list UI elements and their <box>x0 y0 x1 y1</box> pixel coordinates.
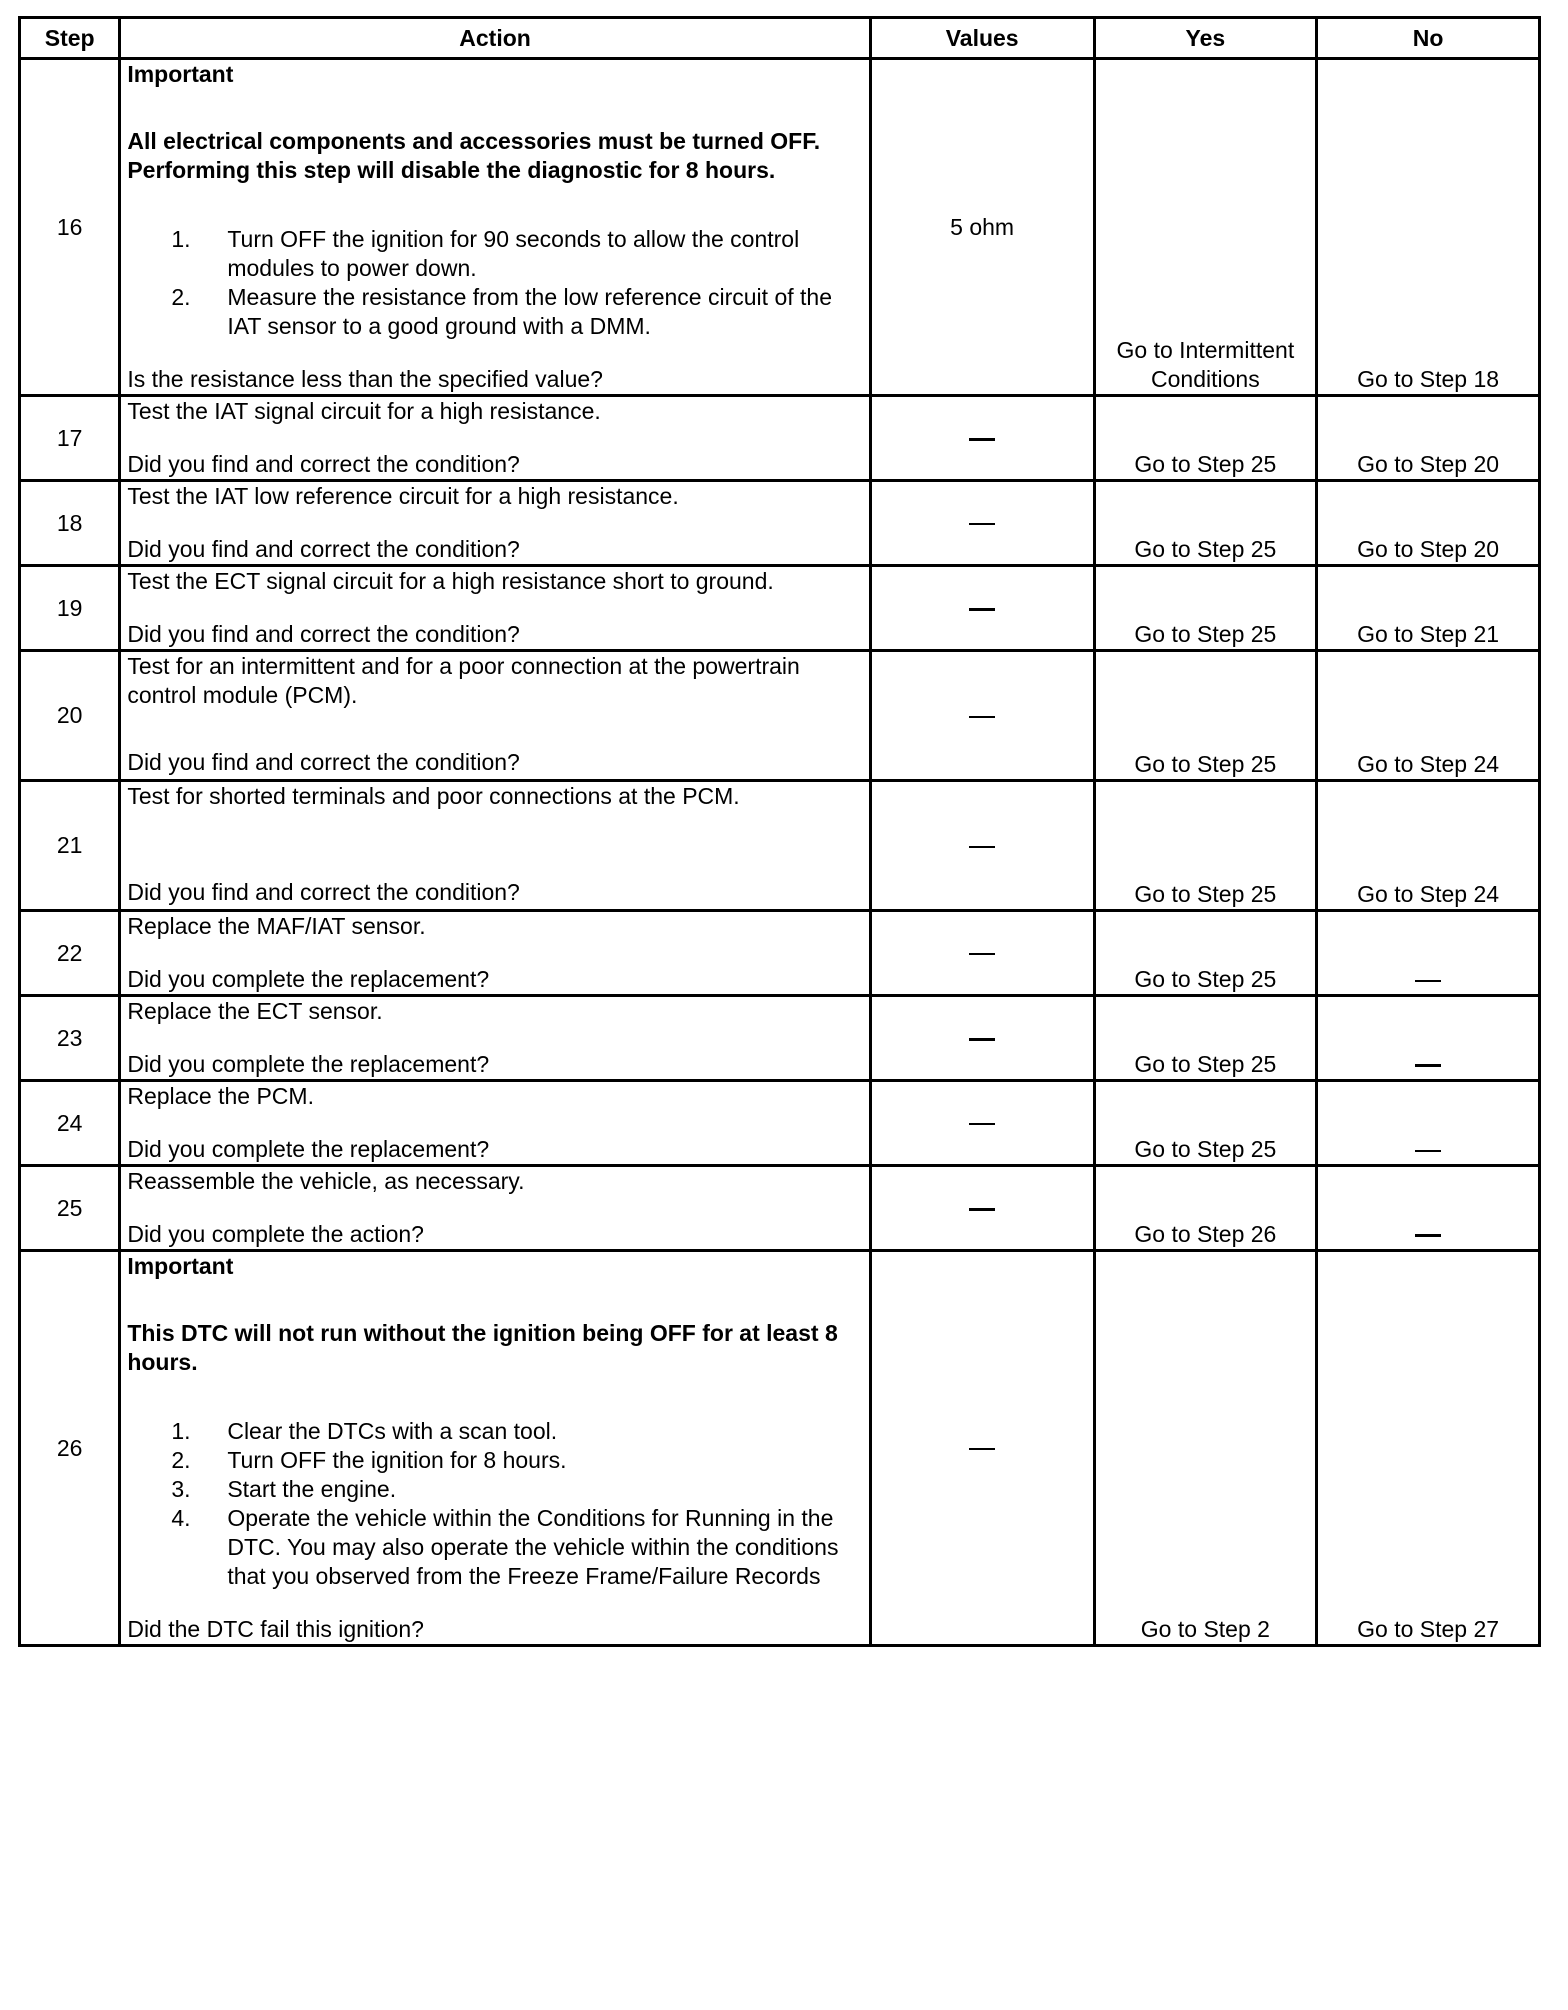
step-number: 23 <box>20 996 120 1081</box>
question-text: Did you find and correct the condition? <box>127 621 520 647</box>
action-cell <box>120 481 870 566</box>
action-text: Test for shorted terminals and poor connections at the PCM. <box>127 783 740 809</box>
step-number: 17 <box>20 396 120 481</box>
dash-mark <box>1415 1150 1441 1152</box>
header-yes: Yes <box>1094 18 1317 59</box>
no-cell: Go to Step 24 <box>1317 781 1540 911</box>
table-row-step-19 <box>20 566 1540 651</box>
dash-mark <box>969 438 995 441</box>
list-item: 3. Start the engine. <box>171 1476 397 1502</box>
step-number: 22 <box>20 911 120 996</box>
action-text: Replace the ECT sensor. <box>127 998 383 1024</box>
table-row-step-17 <box>20 396 1540 481</box>
substep-list <box>127 225 862 341</box>
dash-mark <box>1415 1064 1441 1067</box>
yes-cell: Go to Step 25 <box>1094 911 1317 996</box>
table-row-step-16 <box>20 59 1540 396</box>
no-cell <box>1317 1081 1540 1166</box>
yes-cell: Go to Step 25 <box>1094 651 1317 781</box>
question-text: Did you complete the replacement? <box>127 1051 490 1077</box>
values-cell <box>870 911 1094 996</box>
values-cell <box>870 996 1094 1081</box>
dash-mark <box>969 1208 995 1211</box>
action-cell <box>120 396 870 481</box>
action-cell <box>120 1251 870 1646</box>
no-cell <box>1317 1166 1540 1251</box>
action-text: Replace the MAF/IAT sensor. <box>127 913 426 939</box>
header-row <box>20 18 1540 59</box>
step-number: 24 <box>20 1081 120 1166</box>
substep-list <box>127 1417 862 1591</box>
yes-cell: Go to Step 25 <box>1094 566 1317 651</box>
no-cell: Go to Step 21 <box>1317 566 1540 651</box>
dash-mark <box>969 846 995 848</box>
no-cell: Go to Step 27 <box>1317 1251 1540 1646</box>
question-text: Did you find and correct the condition? <box>127 879 520 905</box>
action-cell <box>120 911 870 996</box>
yes-cell: Go to Step 25 <box>1094 396 1317 481</box>
question-text: Did you find and correct the condition? <box>127 536 520 562</box>
values-cell <box>870 481 1094 566</box>
values-cell: 5 ohm <box>870 59 1094 396</box>
question-text: Did you find and correct the condition? <box>127 749 520 775</box>
no-cell: Go to Step 20 <box>1317 396 1540 481</box>
header-action: Action <box>120 18 870 59</box>
table-row-step-23 <box>20 996 1540 1081</box>
yes-cell: Go to Step 25 <box>1094 781 1317 911</box>
action-text: Test the ECT signal circuit for a high resistance short to ground. <box>127 568 774 594</box>
question-text: Did you find and correct the condition? <box>127 451 520 477</box>
step-number: 16 <box>20 59 120 396</box>
values-cell <box>870 396 1094 481</box>
dash-mark <box>969 1448 995 1450</box>
action-cell <box>120 566 870 651</box>
yes-cell: Go to Intermittent Conditions <box>1094 59 1317 396</box>
step-number: 25 <box>20 1166 120 1251</box>
action-text: Replace the PCM. <box>127 1083 314 1109</box>
action-text: Test for an intermittent and for a poor connection at the powertrain control module (PCM). <box>127 653 800 708</box>
list-item: 1. Turn OFF the ignition for 90 seconds to allow the control modules to power down. <box>171 226 800 281</box>
step-number: 19 <box>20 566 120 651</box>
action-cell <box>120 781 870 911</box>
table-row-step-20 <box>20 651 1540 781</box>
step-number: 21 <box>20 781 120 911</box>
dash-mark <box>969 953 995 955</box>
question-text: Did you complete the replacement? <box>127 966 490 992</box>
values-cell <box>870 566 1094 651</box>
table-row-step-26 <box>20 1251 1540 1646</box>
list-item: 1. Clear the DTCs with a scan tool. <box>171 1418 558 1444</box>
yes-cell: Go to Step 25 <box>1094 481 1317 566</box>
dash-mark <box>969 1038 995 1041</box>
no-cell: Go to Step 24 <box>1317 651 1540 781</box>
dash-mark <box>1415 980 1441 982</box>
values-cell <box>870 1081 1094 1166</box>
action-text: Test the IAT low reference circuit for a high resistance. <box>127 483 679 509</box>
table-row-step-21 <box>20 781 1540 911</box>
dash-mark <box>969 608 995 611</box>
action-cell <box>120 1166 870 1251</box>
list-item: 2. Turn OFF the ignition for 8 hours. <box>171 1447 567 1473</box>
list-item: 4. Operate the vehicle within the Conditions for Running in the DTC. You may also operate the vehicle within the conditions that you observed from the Freeze Frame/Failure Records <box>171 1505 839 1589</box>
yes-cell: Go to Step 2 <box>1094 1251 1317 1646</box>
table-row-step-24 <box>20 1081 1540 1166</box>
question-text: Did you complete the replacement? <box>127 1136 490 1162</box>
table-row-step-25 <box>20 1166 1540 1251</box>
action-text: Test the IAT signal circuit for a high resistance. <box>127 398 601 424</box>
important-label: Important <box>127 1253 234 1279</box>
action-cell <box>120 996 870 1081</box>
header-step: Step <box>20 18 120 59</box>
action-cell <box>120 1081 870 1166</box>
no-cell <box>1317 996 1540 1081</box>
table-row-step-18 <box>20 481 1540 566</box>
list-item: 2. Measure the resistance from the low reference circuit of the IAT sensor to a good ground with a DMM. <box>171 284 832 339</box>
yes-cell: Go to Step 25 <box>1094 1081 1317 1166</box>
action-cell <box>120 651 870 781</box>
values-cell <box>870 1251 1094 1646</box>
diagnostic-table <box>18 16 1541 1647</box>
action-text: Reassemble the vehicle, as necessary. <box>127 1168 525 1194</box>
important-label: Important <box>127 61 234 87</box>
yes-cell: Go to Step 26 <box>1094 1166 1317 1251</box>
no-cell: Go to Step 20 <box>1317 481 1540 566</box>
no-cell <box>1317 911 1540 996</box>
step-number: 20 <box>20 651 120 781</box>
important-warning: This DTC will not run without the ignition being OFF for at least 8 hours. <box>127 1320 838 1375</box>
step-number: 26 <box>20 1251 120 1646</box>
yes-cell: Go to Step 25 <box>1094 996 1317 1081</box>
important-warning: All electrical components and accessories must be turned OFF. Performing this step will disable the diagnostic for 8 hours. <box>127 128 821 183</box>
dash-mark <box>969 523 995 525</box>
action-cell <box>120 59 870 396</box>
values-cell <box>870 651 1094 781</box>
header-no: No <box>1317 18 1540 59</box>
no-cell: Go to Step 18 <box>1317 59 1540 396</box>
question-text: Did the DTC fail this ignition? <box>127 1616 424 1642</box>
question-text: Did you complete the action? <box>127 1221 424 1247</box>
question-text: Is the resistance less than the specified value? <box>127 366 603 392</box>
dash-mark <box>969 1123 995 1125</box>
values-cell <box>870 781 1094 911</box>
values-cell <box>870 1166 1094 1251</box>
dash-mark <box>969 716 995 718</box>
step-number: 18 <box>20 481 120 566</box>
table-row-step-22 <box>20 911 1540 996</box>
header-values: Values <box>870 18 1094 59</box>
dash-mark <box>1415 1234 1441 1237</box>
